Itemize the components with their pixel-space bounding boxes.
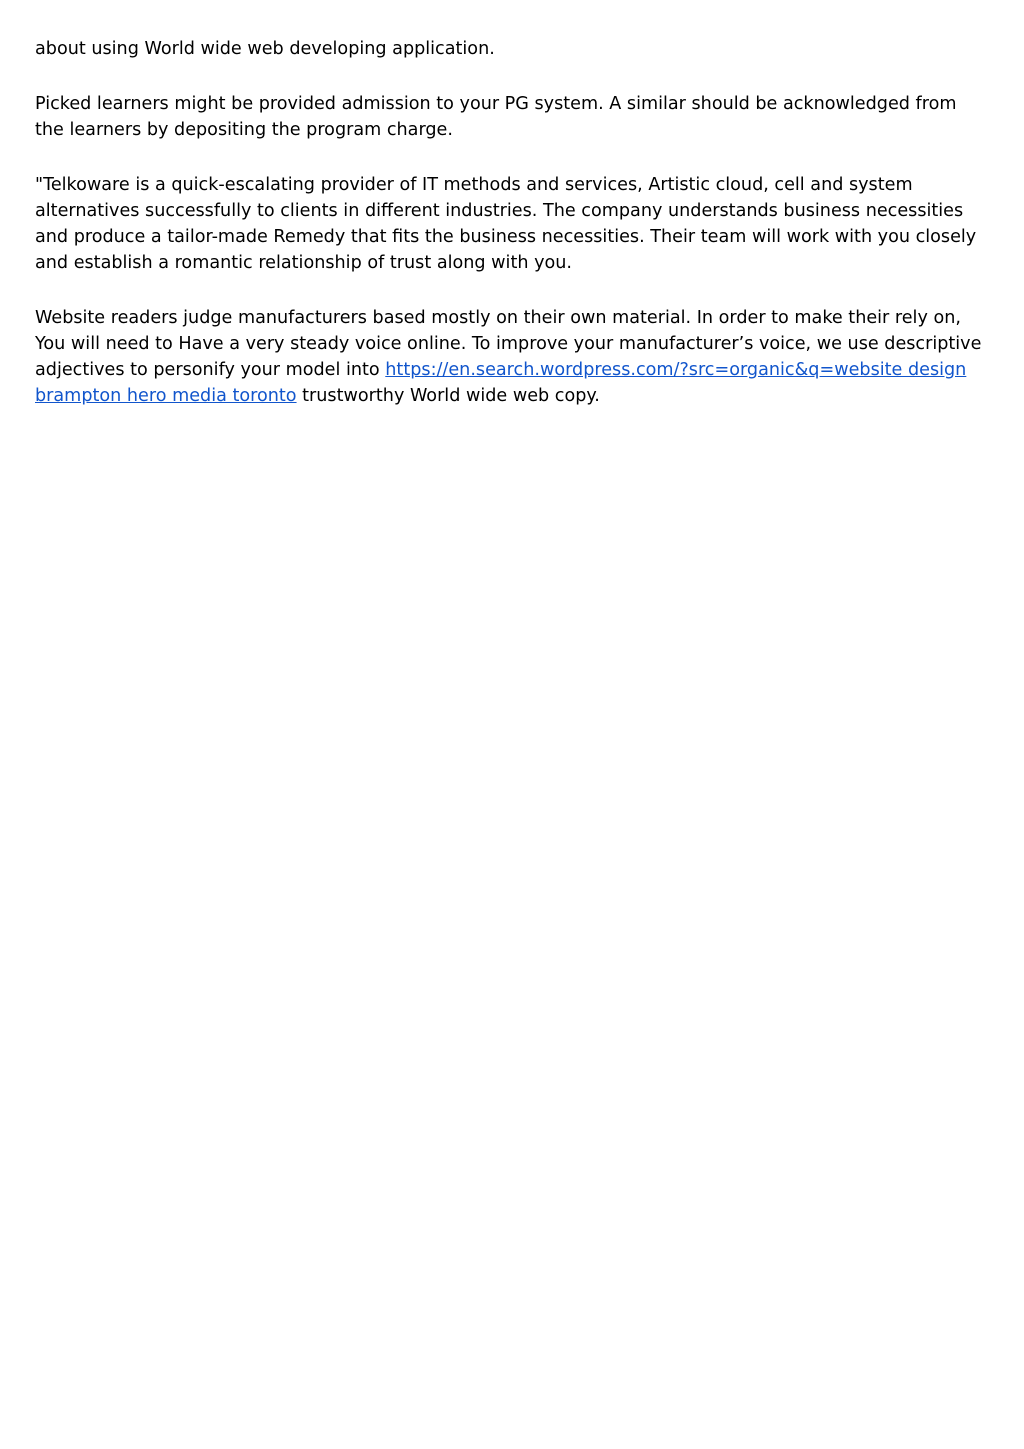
paragraph-4-text-before-link: Website readers judge manufacturers based mostly on their own material. In order to make their rely on, You will need to Have a very steady voice online. To improve your manufacturer’s voice, we use descriptive adjectives to personify your model into [35, 308, 982, 380]
wordpress-search-link[interactable]: https://en.search.wordpress.com/?src=organic&q=website design brampton hero media toronto [35, 360, 967, 406]
paragraph-2: Picked learners might be provided admission to your PG system. A similar should be acknowledged from the learners by depositing the program charge. [35, 94, 957, 140]
paragraph-4-text-after-link: trustworthy World wide web copy. [296, 386, 600, 406]
paragraph-3: "Telkoware is a quick-escalating provider of IT methods and services, Artistic cloud, cell and system alternatives successfully to clients in different industries. The company understands business necessities and produce a tailor-made Remedy that fits the business necessities. Their team will work with you closely and establish a romantic relationship of trust along with you. [35, 175, 977, 273]
paragraph-1: about using World wide web developing application. [35, 39, 495, 59]
document-page [35, 36, 985, 438]
paragraph-4 [35, 305, 985, 409]
